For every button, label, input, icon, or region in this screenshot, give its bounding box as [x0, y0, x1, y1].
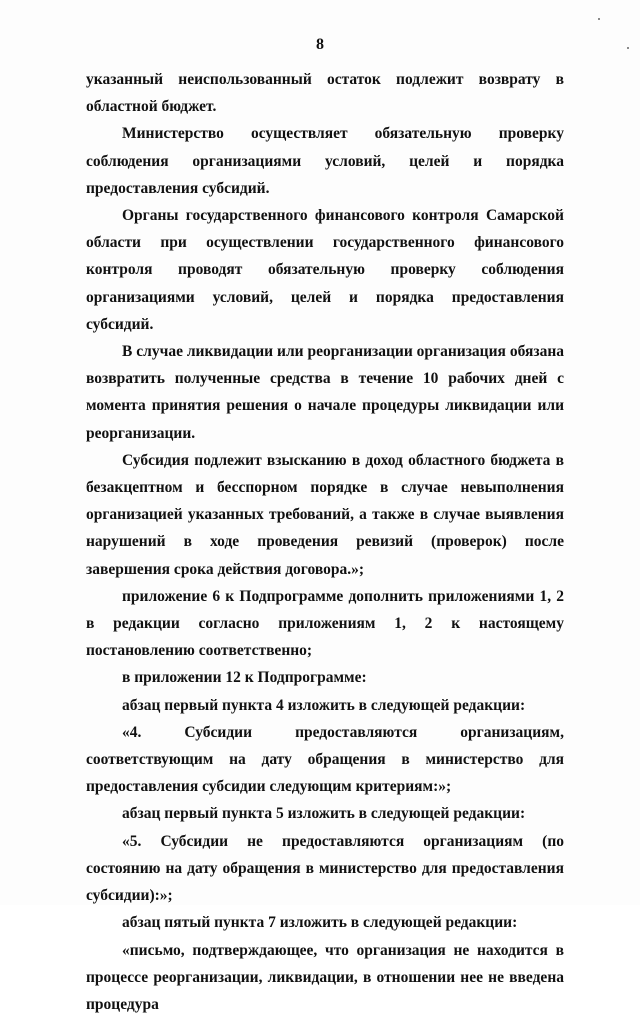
paragraph-clause-7-text: «письмо, подтверждающее, что организация не находится в процессе реорганизации, ликвидации, в отношении нее не введена процедура	[86, 937, 564, 1018]
paragraph-clause-5-text: «5. Субсидии не предоставляются организациям (по состоянию на дату обращения в министерство для предоставления субсидии):»;	[86, 828, 564, 910]
document-body	[86, 66, 564, 1018]
scan-speck	[598, 18, 600, 20]
paragraph-financial-control: Органы государственного финансового контроля Самарской области при осуществлении государственного финансового контроля проводят обязательную проверку соблюдения организациями условий, целей и порядка предоставления субсидий.	[86, 202, 564, 338]
paragraph-clause-5-intro: абзац первый пункта 5 изложить в следующей редакции:	[86, 800, 564, 827]
paragraph-liquidation: В случае ликвидации или реорганизации организация обязана возвратить полученные средства в течение 10 рабочих дней с момента принятия решения о начале процедуры ликвидации или реорганизации.	[86, 338, 564, 447]
paragraph-ministry-check: Министерство осуществляет обязательную проверку соблюдения организациями условий, целей и порядка предоставления субсидий.	[86, 120, 564, 202]
page-number: 8	[0, 36, 640, 54]
paragraph-appendix-6: приложение 6 к Подпрограмме дополнить приложениями 1, 2 в редакции согласно приложениям 1, 2 к настоящему постановлению соответственно;	[86, 583, 564, 665]
paragraph-clause-7-intro: абзац пятый пункта 7 изложить в следующей редакции:	[86, 909, 564, 936]
paragraph-clause-4-intro: абзац первый пункта 4 изложить в следующей редакции:	[86, 692, 564, 719]
paragraph-continuation: указанный неиспользованный остаток подлежит возврату в областной бюджет.	[86, 66, 564, 120]
paragraph-clause-4-text: «4. Субсидии предоставляются организациям, соответствующим на дату обращения в министерство для предоставления субсидии следующим критериям:»;	[86, 719, 564, 801]
paragraph-subsidy-recovery: Субсидия подлежит взысканию в доход областного бюджета в безакцептном и бесспорном порядке в случае невыполнения организацией указанных требований, а также в случае выявления нарушений в ходе проведения ревизий (проверок) после завершения срока действия договора.»;	[86, 447, 564, 583]
paragraph-appendix-12: в приложении 12 к Подпрограмме:	[86, 664, 564, 691]
